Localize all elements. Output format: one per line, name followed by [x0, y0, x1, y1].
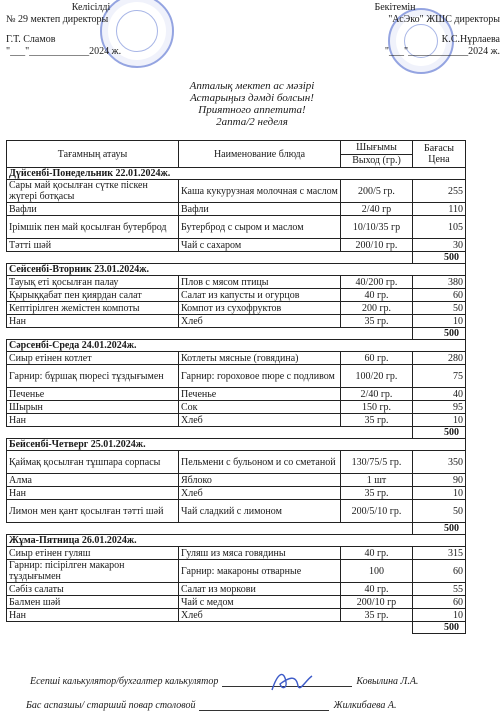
col-header-ru: Наименование блюда	[179, 141, 341, 168]
dish-output: 10/10/35 гр	[341, 216, 413, 239]
approval-name-right: К.С.Нұрлаева	[441, 34, 500, 45]
cook-signature-line	[26, 700, 397, 711]
day-title: Жұма-Пятница 26.01.2024ж.	[7, 535, 466, 547]
dish-price: 50	[413, 500, 466, 523]
dish-output: 130/75/5 гр.	[341, 451, 413, 474]
dish-price: 95	[413, 401, 466, 414]
dish-output: 35 гр.	[341, 414, 413, 427]
approval-title-right: Бекітемін	[374, 2, 416, 13]
dish-name-ru: Каша кукурузная молочная с маслом	[179, 180, 341, 203]
dish-output: 35 гр.	[341, 609, 413, 622]
dish-price: 40	[413, 388, 466, 401]
approval-org-left: № 29 мектеп директоры	[6, 14, 109, 25]
dish-price: 55	[413, 583, 466, 596]
day-total-row	[7, 328, 466, 340]
dish-name-ru: Яблоко	[179, 474, 341, 487]
dish-output: 35 гр.	[341, 315, 413, 328]
dish-name-ru: Гарнир: гороховое пюре с подливом	[179, 365, 341, 388]
dish-name-kz: Нан	[7, 487, 179, 500]
cook-name: Жилкибаева А.	[333, 700, 397, 711]
table-row	[7, 352, 466, 365]
dish-output: 200 гр.	[341, 302, 413, 315]
day-total: 500	[413, 328, 466, 340]
dish-name-kz: Кептірілген жемістен компоты	[7, 302, 179, 315]
dish-name-ru: Сок	[179, 401, 341, 414]
dish-name-kz: Вафли	[7, 203, 179, 216]
dish-name-ru: Бутерброд с сыром и маслом	[179, 216, 341, 239]
dish-price: 280	[413, 352, 466, 365]
dish-name-ru: Котлеты мясные (говядина)	[179, 352, 341, 365]
dish-price: 255	[413, 180, 466, 203]
menu-table	[6, 140, 466, 634]
approval-date-left: "___"____________2024 ж.	[6, 46, 122, 57]
col-header-kz: Тағамның атауы	[7, 141, 179, 168]
dish-name-ru: Плов с мясом птицы	[179, 276, 341, 289]
dish-name-kz: Сиыр етінен гуляш	[7, 547, 179, 560]
dish-name-ru: Хлеб	[179, 414, 341, 427]
dish-name-ru: Вафли	[179, 203, 341, 216]
accountant-role: Есепші калькулятор/бухгалтер калькулятор	[30, 676, 219, 687]
dish-price: 60	[413, 560, 466, 583]
dish-name-kz: Нан	[7, 609, 179, 622]
handwritten-signature	[268, 668, 314, 694]
dish-name-ru: Гарнир: макароны отварные	[179, 560, 341, 583]
dish-price: 110	[413, 203, 466, 216]
table-row	[7, 547, 466, 560]
dish-name-ru: Хлеб	[179, 609, 341, 622]
dish-name-kz: Гарнир: пісірілген макарон тұздығымен	[7, 560, 179, 583]
day-total-row	[7, 252, 466, 264]
dish-output: 150 гр.	[341, 401, 413, 414]
col-header-price-1: Бағасы	[424, 143, 454, 154]
dish-output: 100	[341, 560, 413, 583]
day-header-row	[7, 439, 466, 451]
dish-name-kz: Нан	[7, 414, 179, 427]
dish-output: 2/40 гр.	[341, 388, 413, 401]
dish-price: 75	[413, 365, 466, 388]
table-row	[7, 216, 466, 239]
dish-output: 40 гр.	[341, 583, 413, 596]
table-row	[7, 609, 466, 622]
day-total: 500	[413, 622, 466, 634]
dish-name-kz: Тәтті шәй	[7, 239, 179, 252]
day-total: 500	[413, 252, 466, 264]
dish-price: 50	[413, 302, 466, 315]
dish-name-ru: Гуляш из мяса говядины	[179, 547, 341, 560]
dish-name-kz: Печенье	[7, 388, 179, 401]
day-title: Дүйсенбі-Понедельник 22.01.2024ж.	[7, 168, 466, 180]
dish-price: 105	[413, 216, 466, 239]
dish-price: 10	[413, 609, 466, 622]
col-header-out-2: Выход (гр.)	[341, 154, 413, 168]
cook-role: Бас аспазшы/ старший повар столовой	[26, 700, 196, 711]
dish-output: 2/40 гр	[341, 203, 413, 216]
day-title: Бейсенбі-Четверг 25.01.2024ж.	[7, 439, 466, 451]
header-right	[290, 2, 500, 58]
dish-name-kz: Балмен шәй	[7, 596, 179, 609]
dish-name-kz: Шырын	[7, 401, 179, 414]
dish-price: 380	[413, 276, 466, 289]
accountant-signature-line	[30, 676, 418, 687]
approval-date-right: "___"____________2024 ж.	[384, 46, 500, 57]
dish-output: 100/20 гр.	[341, 365, 413, 388]
dish-name-kz: Нан	[7, 315, 179, 328]
day-total: 500	[413, 523, 466, 535]
dish-price: 350	[413, 451, 466, 474]
table-row	[7, 583, 466, 596]
dish-output: 40/200 гр.	[341, 276, 413, 289]
title-line-4: 2апта/2 неделя	[216, 116, 288, 128]
col-header-out-1: Шығымы	[341, 141, 413, 155]
table-row	[7, 239, 466, 252]
table-row	[7, 414, 466, 427]
dish-price: 60	[413, 289, 466, 302]
approval-org-right: "АсЭко" ЖШС директоры	[388, 14, 500, 25]
table-row	[7, 315, 466, 328]
day-header-row	[7, 535, 466, 547]
dish-price: 90	[413, 474, 466, 487]
dish-name-ru: Чай с сахаром	[179, 239, 341, 252]
dish-name-kz: Қырыққабат пен қиярдан салат	[7, 289, 179, 302]
table-row	[7, 474, 466, 487]
day-header-row	[7, 168, 466, 180]
table-header-row	[7, 141, 466, 155]
col-header-price	[413, 141, 466, 168]
col-header-price-2: Цена	[428, 154, 450, 165]
header-left	[6, 2, 176, 58]
title-line-2: Астарыңыз дәмді болсын!	[190, 92, 314, 104]
dish-name-kz: Ірімшік пен май қосылған бутерброд	[7, 216, 179, 239]
table-row	[7, 451, 466, 474]
table-row	[7, 289, 466, 302]
table-row	[7, 560, 466, 583]
dish-name-kz: Лимон мен қант қосылған тәтті шәй	[7, 500, 179, 523]
dish-output: 60 гр.	[341, 352, 413, 365]
dish-name-kz: Сәбіз салаты	[7, 583, 179, 596]
dish-name-ru: Чай сладкий с лимоном	[179, 500, 341, 523]
day-total: 500	[413, 427, 466, 439]
table-row	[7, 203, 466, 216]
title-line-1: Аптaлық мектеп ас мәзірі	[189, 80, 315, 92]
dish-name-ru: Салат из капусты и огурцов	[179, 289, 341, 302]
dish-name-kz: Тауық еті қосылған палау	[7, 276, 179, 289]
table-row	[7, 302, 466, 315]
menu-table-body	[7, 168, 466, 634]
accountant-name: Ковылина Л.А.	[356, 676, 419, 687]
dish-output: 200/5/10 гр.	[341, 500, 413, 523]
dish-name-kz: Сары май қосылған сүтке піскен жүгері ботқасы	[7, 180, 179, 203]
approval-name-left: Г.Т. Сламов	[6, 34, 56, 45]
dish-name-ru: Салат из моркови	[179, 583, 341, 596]
approval-title-left: Келісілді	[71, 2, 111, 13]
table-row	[7, 388, 466, 401]
title-line-3: Приятного аппетита!	[198, 104, 306, 116]
table-row	[7, 487, 466, 500]
dish-output: 200/10 гр	[341, 596, 413, 609]
table-row	[7, 500, 466, 523]
dish-name-ru: Пельмени с бульоном и со сметаной	[179, 451, 341, 474]
dish-output: 200/10 гр.	[341, 239, 413, 252]
dish-price: 10	[413, 315, 466, 328]
dish-output: 200/5 гр.	[341, 180, 413, 203]
dish-output: 35 гр.	[341, 487, 413, 500]
dish-output: 1 шт	[341, 474, 413, 487]
day-total-row	[7, 427, 466, 439]
dish-name-ru: Хлеб	[179, 487, 341, 500]
dish-name-ru: Печенье	[179, 388, 341, 401]
dish-name-ru: Хлеб	[179, 315, 341, 328]
dish-price: 30	[413, 239, 466, 252]
table-row	[7, 401, 466, 414]
dish-name-ru: Компот из сухофруктов	[179, 302, 341, 315]
dish-output: 40 гр.	[341, 547, 413, 560]
table-row	[7, 276, 466, 289]
dish-price: 60	[413, 596, 466, 609]
dish-name-kz: Қаймақ қосылған тұшпара сорпасы	[7, 451, 179, 474]
day-total-row	[7, 523, 466, 535]
day-title: Сәрсенбі-Среда 24.01.2024ж.	[7, 340, 466, 352]
day-header-row	[7, 264, 466, 276]
table-row	[7, 596, 466, 609]
dish-name-kz: Алма	[7, 474, 179, 487]
day-header-row	[7, 340, 466, 352]
dish-name-kz: Гарнир: бұршақ пюресі тұздығымен	[7, 365, 179, 388]
dish-price: 315	[413, 547, 466, 560]
dish-price: 10	[413, 487, 466, 500]
dish-name-ru: Чай с медом	[179, 596, 341, 609]
day-title: Сейсенбі-Вторник 23.01.2024ж.	[7, 264, 466, 276]
menu-titles	[0, 80, 504, 128]
dish-price: 10	[413, 414, 466, 427]
dish-output: 40 гр.	[341, 289, 413, 302]
table-row	[7, 180, 466, 203]
dish-name-kz: Сиыр етінен котлет	[7, 352, 179, 365]
day-total-row	[7, 622, 466, 634]
table-row	[7, 365, 466, 388]
